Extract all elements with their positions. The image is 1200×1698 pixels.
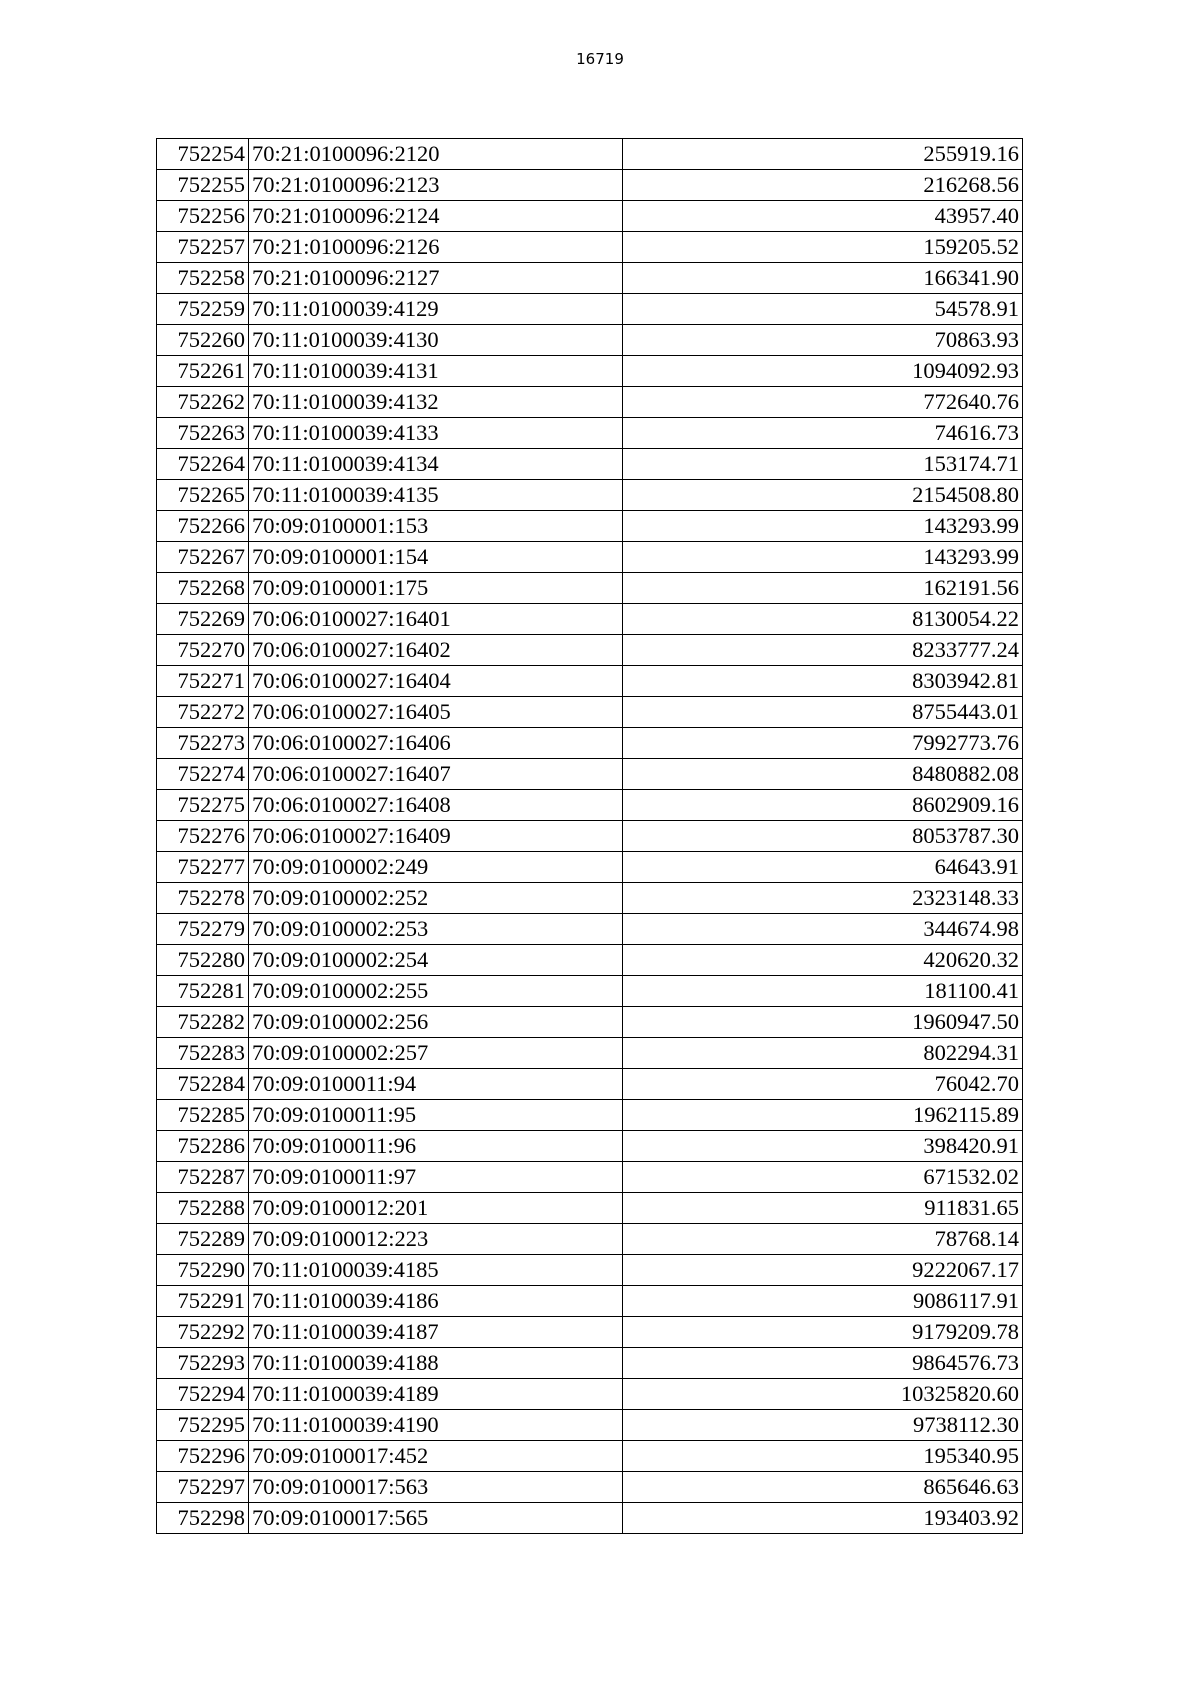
table-row bbox=[157, 418, 1023, 449]
row-number-cell: 752262 bbox=[157, 387, 249, 418]
table-row bbox=[157, 914, 1023, 945]
cadastral-value-table bbox=[156, 138, 1023, 1534]
table-row bbox=[157, 573, 1023, 604]
cadastral-value-cell: 64643.91 bbox=[623, 852, 1023, 883]
table-row bbox=[157, 232, 1023, 263]
cadastral-value-cell: 772640.76 bbox=[623, 387, 1023, 418]
cadastral-number-cell: 70:09:0100017:565 bbox=[249, 1503, 623, 1534]
row-number-cell: 752273 bbox=[157, 728, 249, 759]
table-row bbox=[157, 356, 1023, 387]
row-number-cell: 752298 bbox=[157, 1503, 249, 1534]
table-row bbox=[157, 821, 1023, 852]
row-number-cell: 752269 bbox=[157, 604, 249, 635]
cadastral-number-cell: 70:09:0100017:452 bbox=[249, 1441, 623, 1472]
cadastral-value-cell: 43957.40 bbox=[623, 201, 1023, 232]
row-number-cell: 752276 bbox=[157, 821, 249, 852]
cadastral-value-cell: 398420.91 bbox=[623, 1131, 1023, 1162]
row-number-cell: 752291 bbox=[157, 1286, 249, 1317]
cadastral-value-cell: 159205.52 bbox=[623, 232, 1023, 263]
row-number-cell: 752259 bbox=[157, 294, 249, 325]
row-number-cell: 752271 bbox=[157, 666, 249, 697]
table-row bbox=[157, 294, 1023, 325]
row-number-cell: 752293 bbox=[157, 1348, 249, 1379]
table-row bbox=[157, 1100, 1023, 1131]
row-number-cell: 752267 bbox=[157, 542, 249, 573]
table-body bbox=[157, 139, 1023, 1534]
table-row bbox=[157, 1317, 1023, 1348]
table-row bbox=[157, 604, 1023, 635]
row-number-cell: 752279 bbox=[157, 914, 249, 945]
row-number-cell: 752263 bbox=[157, 418, 249, 449]
cadastral-number-cell: 70:11:0100039:4185 bbox=[249, 1255, 623, 1286]
row-number-cell: 752270 bbox=[157, 635, 249, 666]
cadastral-value-cell: 802294.31 bbox=[623, 1038, 1023, 1069]
table-row bbox=[157, 542, 1023, 573]
table-row bbox=[157, 1224, 1023, 1255]
cadastral-number-cell: 70:09:0100011:94 bbox=[249, 1069, 623, 1100]
row-number-cell: 752296 bbox=[157, 1441, 249, 1472]
row-number-cell: 752268 bbox=[157, 573, 249, 604]
cadastral-value-cell: 7992773.76 bbox=[623, 728, 1023, 759]
cadastral-value-cell: 9222067.17 bbox=[623, 1255, 1023, 1286]
page-number: 16719 bbox=[576, 50, 624, 68]
cadastral-number-cell: 70:11:0100039:4189 bbox=[249, 1379, 623, 1410]
cadastral-number-cell: 70:09:0100012:201 bbox=[249, 1193, 623, 1224]
row-number-cell: 752266 bbox=[157, 511, 249, 542]
cadastral-value-cell: 2323148.33 bbox=[623, 883, 1023, 914]
table-row bbox=[157, 666, 1023, 697]
cadastral-value-cell: 195340.95 bbox=[623, 1441, 1023, 1472]
row-number-cell: 752255 bbox=[157, 170, 249, 201]
row-number-cell: 752277 bbox=[157, 852, 249, 883]
table-row bbox=[157, 1255, 1023, 1286]
cadastral-value-cell: 8233777.24 bbox=[623, 635, 1023, 666]
cadastral-value-cell: 911831.65 bbox=[623, 1193, 1023, 1224]
cadastral-number-cell: 70:11:0100039:4190 bbox=[249, 1410, 623, 1441]
cadastral-value-cell: 76042.70 bbox=[623, 1069, 1023, 1100]
cadastral-value-cell: 8480882.08 bbox=[623, 759, 1023, 790]
row-number-cell: 752275 bbox=[157, 790, 249, 821]
table-row bbox=[157, 263, 1023, 294]
cadastral-number-cell: 70:11:0100039:4135 bbox=[249, 480, 623, 511]
table-row bbox=[157, 635, 1023, 666]
cadastral-value-cell: 1960947.50 bbox=[623, 1007, 1023, 1038]
cadastral-value-cell: 9086117.91 bbox=[623, 1286, 1023, 1317]
table-row bbox=[157, 759, 1023, 790]
row-number-cell: 752282 bbox=[157, 1007, 249, 1038]
row-number-cell: 752288 bbox=[157, 1193, 249, 1224]
row-number-cell: 752260 bbox=[157, 325, 249, 356]
cadastral-value-cell: 344674.98 bbox=[623, 914, 1023, 945]
cadastral-value-cell: 9738112.30 bbox=[623, 1410, 1023, 1441]
cadastral-number-cell: 70:06:0100027:16407 bbox=[249, 759, 623, 790]
table-row bbox=[157, 976, 1023, 1007]
row-number-cell: 752292 bbox=[157, 1317, 249, 1348]
table-row bbox=[157, 139, 1023, 170]
cadastral-value-cell: 143293.99 bbox=[623, 542, 1023, 573]
row-number-cell: 752272 bbox=[157, 697, 249, 728]
cadastral-value-cell: 8053787.30 bbox=[623, 821, 1023, 852]
cadastral-value-cell: 74616.73 bbox=[623, 418, 1023, 449]
table-row bbox=[157, 728, 1023, 759]
cadastral-value-cell: 2154508.80 bbox=[623, 480, 1023, 511]
cadastral-value-cell: 78768.14 bbox=[623, 1224, 1023, 1255]
table-row bbox=[157, 1379, 1023, 1410]
row-number-cell: 752294 bbox=[157, 1379, 249, 1410]
cadastral-number-cell: 70:09:0100002:256 bbox=[249, 1007, 623, 1038]
row-number-cell: 752257 bbox=[157, 232, 249, 263]
table-row bbox=[157, 1193, 1023, 1224]
table-row bbox=[157, 852, 1023, 883]
cadastral-number-cell: 70:09:0100002:253 bbox=[249, 914, 623, 945]
cadastral-value-cell: 54578.91 bbox=[623, 294, 1023, 325]
cadastral-value-cell: 153174.71 bbox=[623, 449, 1023, 480]
cadastral-number-cell: 70:21:0100096:2120 bbox=[249, 139, 623, 170]
cadastral-value-cell: 193403.92 bbox=[623, 1503, 1023, 1534]
cadastral-number-cell: 70:09:0100017:563 bbox=[249, 1472, 623, 1503]
table-row bbox=[157, 1038, 1023, 1069]
cadastral-number-cell: 70:06:0100027:16401 bbox=[249, 604, 623, 635]
cadastral-value-cell: 420620.32 bbox=[623, 945, 1023, 976]
table-row bbox=[157, 945, 1023, 976]
cadastral-value-cell: 8602909.16 bbox=[623, 790, 1023, 821]
cadastral-number-cell: 70:21:0100096:2127 bbox=[249, 263, 623, 294]
row-number-cell: 752274 bbox=[157, 759, 249, 790]
table-row bbox=[157, 883, 1023, 914]
cadastral-number-cell: 70:11:0100039:4129 bbox=[249, 294, 623, 325]
table-row bbox=[157, 1441, 1023, 1472]
cadastral-number-cell: 70:06:0100027:16402 bbox=[249, 635, 623, 666]
cadastral-number-cell: 70:09:0100001:154 bbox=[249, 542, 623, 573]
row-number-cell: 752264 bbox=[157, 449, 249, 480]
table-row bbox=[157, 1472, 1023, 1503]
row-number-cell: 752265 bbox=[157, 480, 249, 511]
row-number-cell: 752278 bbox=[157, 883, 249, 914]
cadastral-number-cell: 70:11:0100039:4132 bbox=[249, 387, 623, 418]
cadastral-number-cell: 70:06:0100027:16408 bbox=[249, 790, 623, 821]
table-row bbox=[157, 325, 1023, 356]
row-number-cell: 752280 bbox=[157, 945, 249, 976]
table-row bbox=[157, 170, 1023, 201]
cadastral-value-cell: 70863.93 bbox=[623, 325, 1023, 356]
cadastral-value-cell: 9179209.78 bbox=[623, 1317, 1023, 1348]
row-number-cell: 752254 bbox=[157, 139, 249, 170]
row-number-cell: 752258 bbox=[157, 263, 249, 294]
row-number-cell: 752295 bbox=[157, 1410, 249, 1441]
table-row bbox=[157, 1007, 1023, 1038]
cadastral-number-cell: 70:21:0100096:2123 bbox=[249, 170, 623, 201]
cadastral-value-cell: 10325820.60 bbox=[623, 1379, 1023, 1410]
cadastral-number-cell: 70:11:0100039:4188 bbox=[249, 1348, 623, 1379]
table-row bbox=[157, 480, 1023, 511]
cadastral-number-cell: 70:09:0100002:252 bbox=[249, 883, 623, 914]
row-number-cell: 752290 bbox=[157, 1255, 249, 1286]
cadastral-number-cell: 70:11:0100039:4134 bbox=[249, 449, 623, 480]
cadastral-number-cell: 70:11:0100039:4133 bbox=[249, 418, 623, 449]
table-row bbox=[157, 1348, 1023, 1379]
cadastral-number-cell: 70:06:0100027:16405 bbox=[249, 697, 623, 728]
cadastral-value-cell: 1094092.93 bbox=[623, 356, 1023, 387]
cadastral-value-cell: 162191.56 bbox=[623, 573, 1023, 604]
table-row bbox=[157, 1286, 1023, 1317]
table-row bbox=[157, 697, 1023, 728]
cadastral-number-cell: 70:11:0100039:4187 bbox=[249, 1317, 623, 1348]
cadastral-number-cell: 70:06:0100027:16404 bbox=[249, 666, 623, 697]
cadastral-number-cell: 70:06:0100027:16409 bbox=[249, 821, 623, 852]
table-row bbox=[157, 1069, 1023, 1100]
cadastral-number-cell: 70:09:0100002:249 bbox=[249, 852, 623, 883]
table-row bbox=[157, 1503, 1023, 1534]
table-row bbox=[157, 1162, 1023, 1193]
cadastral-value-cell: 1962115.89 bbox=[623, 1100, 1023, 1131]
cadastral-number-cell: 70:09:0100002:254 bbox=[249, 945, 623, 976]
cadastral-value-cell: 8130054.22 bbox=[623, 604, 1023, 635]
cadastral-value-cell: 671532.02 bbox=[623, 1162, 1023, 1193]
cadastral-number-cell: 70:21:0100096:2126 bbox=[249, 232, 623, 263]
row-number-cell: 752284 bbox=[157, 1069, 249, 1100]
cadastral-number-cell: 70:09:0100001:175 bbox=[249, 573, 623, 604]
cadastral-number-cell: 70:09:0100002:257 bbox=[249, 1038, 623, 1069]
table-row bbox=[157, 449, 1023, 480]
row-number-cell: 752287 bbox=[157, 1162, 249, 1193]
cadastral-value-cell: 255919.16 bbox=[623, 139, 1023, 170]
table-row bbox=[157, 201, 1023, 232]
cadastral-value-cell: 166341.90 bbox=[623, 263, 1023, 294]
cadastral-number-cell: 70:09:0100011:95 bbox=[249, 1100, 623, 1131]
table-row bbox=[157, 790, 1023, 821]
cadastral-number-cell: 70:09:0100011:97 bbox=[249, 1162, 623, 1193]
cadastral-value-cell: 8303942.81 bbox=[623, 666, 1023, 697]
cadastral-number-cell: 70:09:0100001:153 bbox=[249, 511, 623, 542]
cadastral-number-cell: 70:11:0100039:4130 bbox=[249, 325, 623, 356]
row-number-cell: 752256 bbox=[157, 201, 249, 232]
row-number-cell: 752285 bbox=[157, 1100, 249, 1131]
cadastral-number-cell: 70:06:0100027:16406 bbox=[249, 728, 623, 759]
row-number-cell: 752297 bbox=[157, 1472, 249, 1503]
cadastral-value-cell: 9864576.73 bbox=[623, 1348, 1023, 1379]
cadastral-number-cell: 70:09:0100012:223 bbox=[249, 1224, 623, 1255]
cadastral-number-cell: 70:09:0100002:255 bbox=[249, 976, 623, 1007]
table-row bbox=[157, 511, 1023, 542]
cadastral-number-cell: 70:09:0100011:96 bbox=[249, 1131, 623, 1162]
row-number-cell: 752283 bbox=[157, 1038, 249, 1069]
cadastral-value-cell: 8755443.01 bbox=[623, 697, 1023, 728]
row-number-cell: 752286 bbox=[157, 1131, 249, 1162]
cadastral-number-cell: 70:11:0100039:4131 bbox=[249, 356, 623, 387]
table-row bbox=[157, 387, 1023, 418]
table-row bbox=[157, 1410, 1023, 1441]
cadastral-value-cell: 181100.41 bbox=[623, 976, 1023, 1007]
cadastral-value-cell: 216268.56 bbox=[623, 170, 1023, 201]
row-number-cell: 752261 bbox=[157, 356, 249, 387]
row-number-cell: 752281 bbox=[157, 976, 249, 1007]
cadastral-value-cell: 865646.63 bbox=[623, 1472, 1023, 1503]
cadastral-number-cell: 70:11:0100039:4186 bbox=[249, 1286, 623, 1317]
cadastral-value-cell: 143293.99 bbox=[623, 511, 1023, 542]
row-number-cell: 752289 bbox=[157, 1224, 249, 1255]
table-row bbox=[157, 1131, 1023, 1162]
cadastral-number-cell: 70:21:0100096:2124 bbox=[249, 201, 623, 232]
